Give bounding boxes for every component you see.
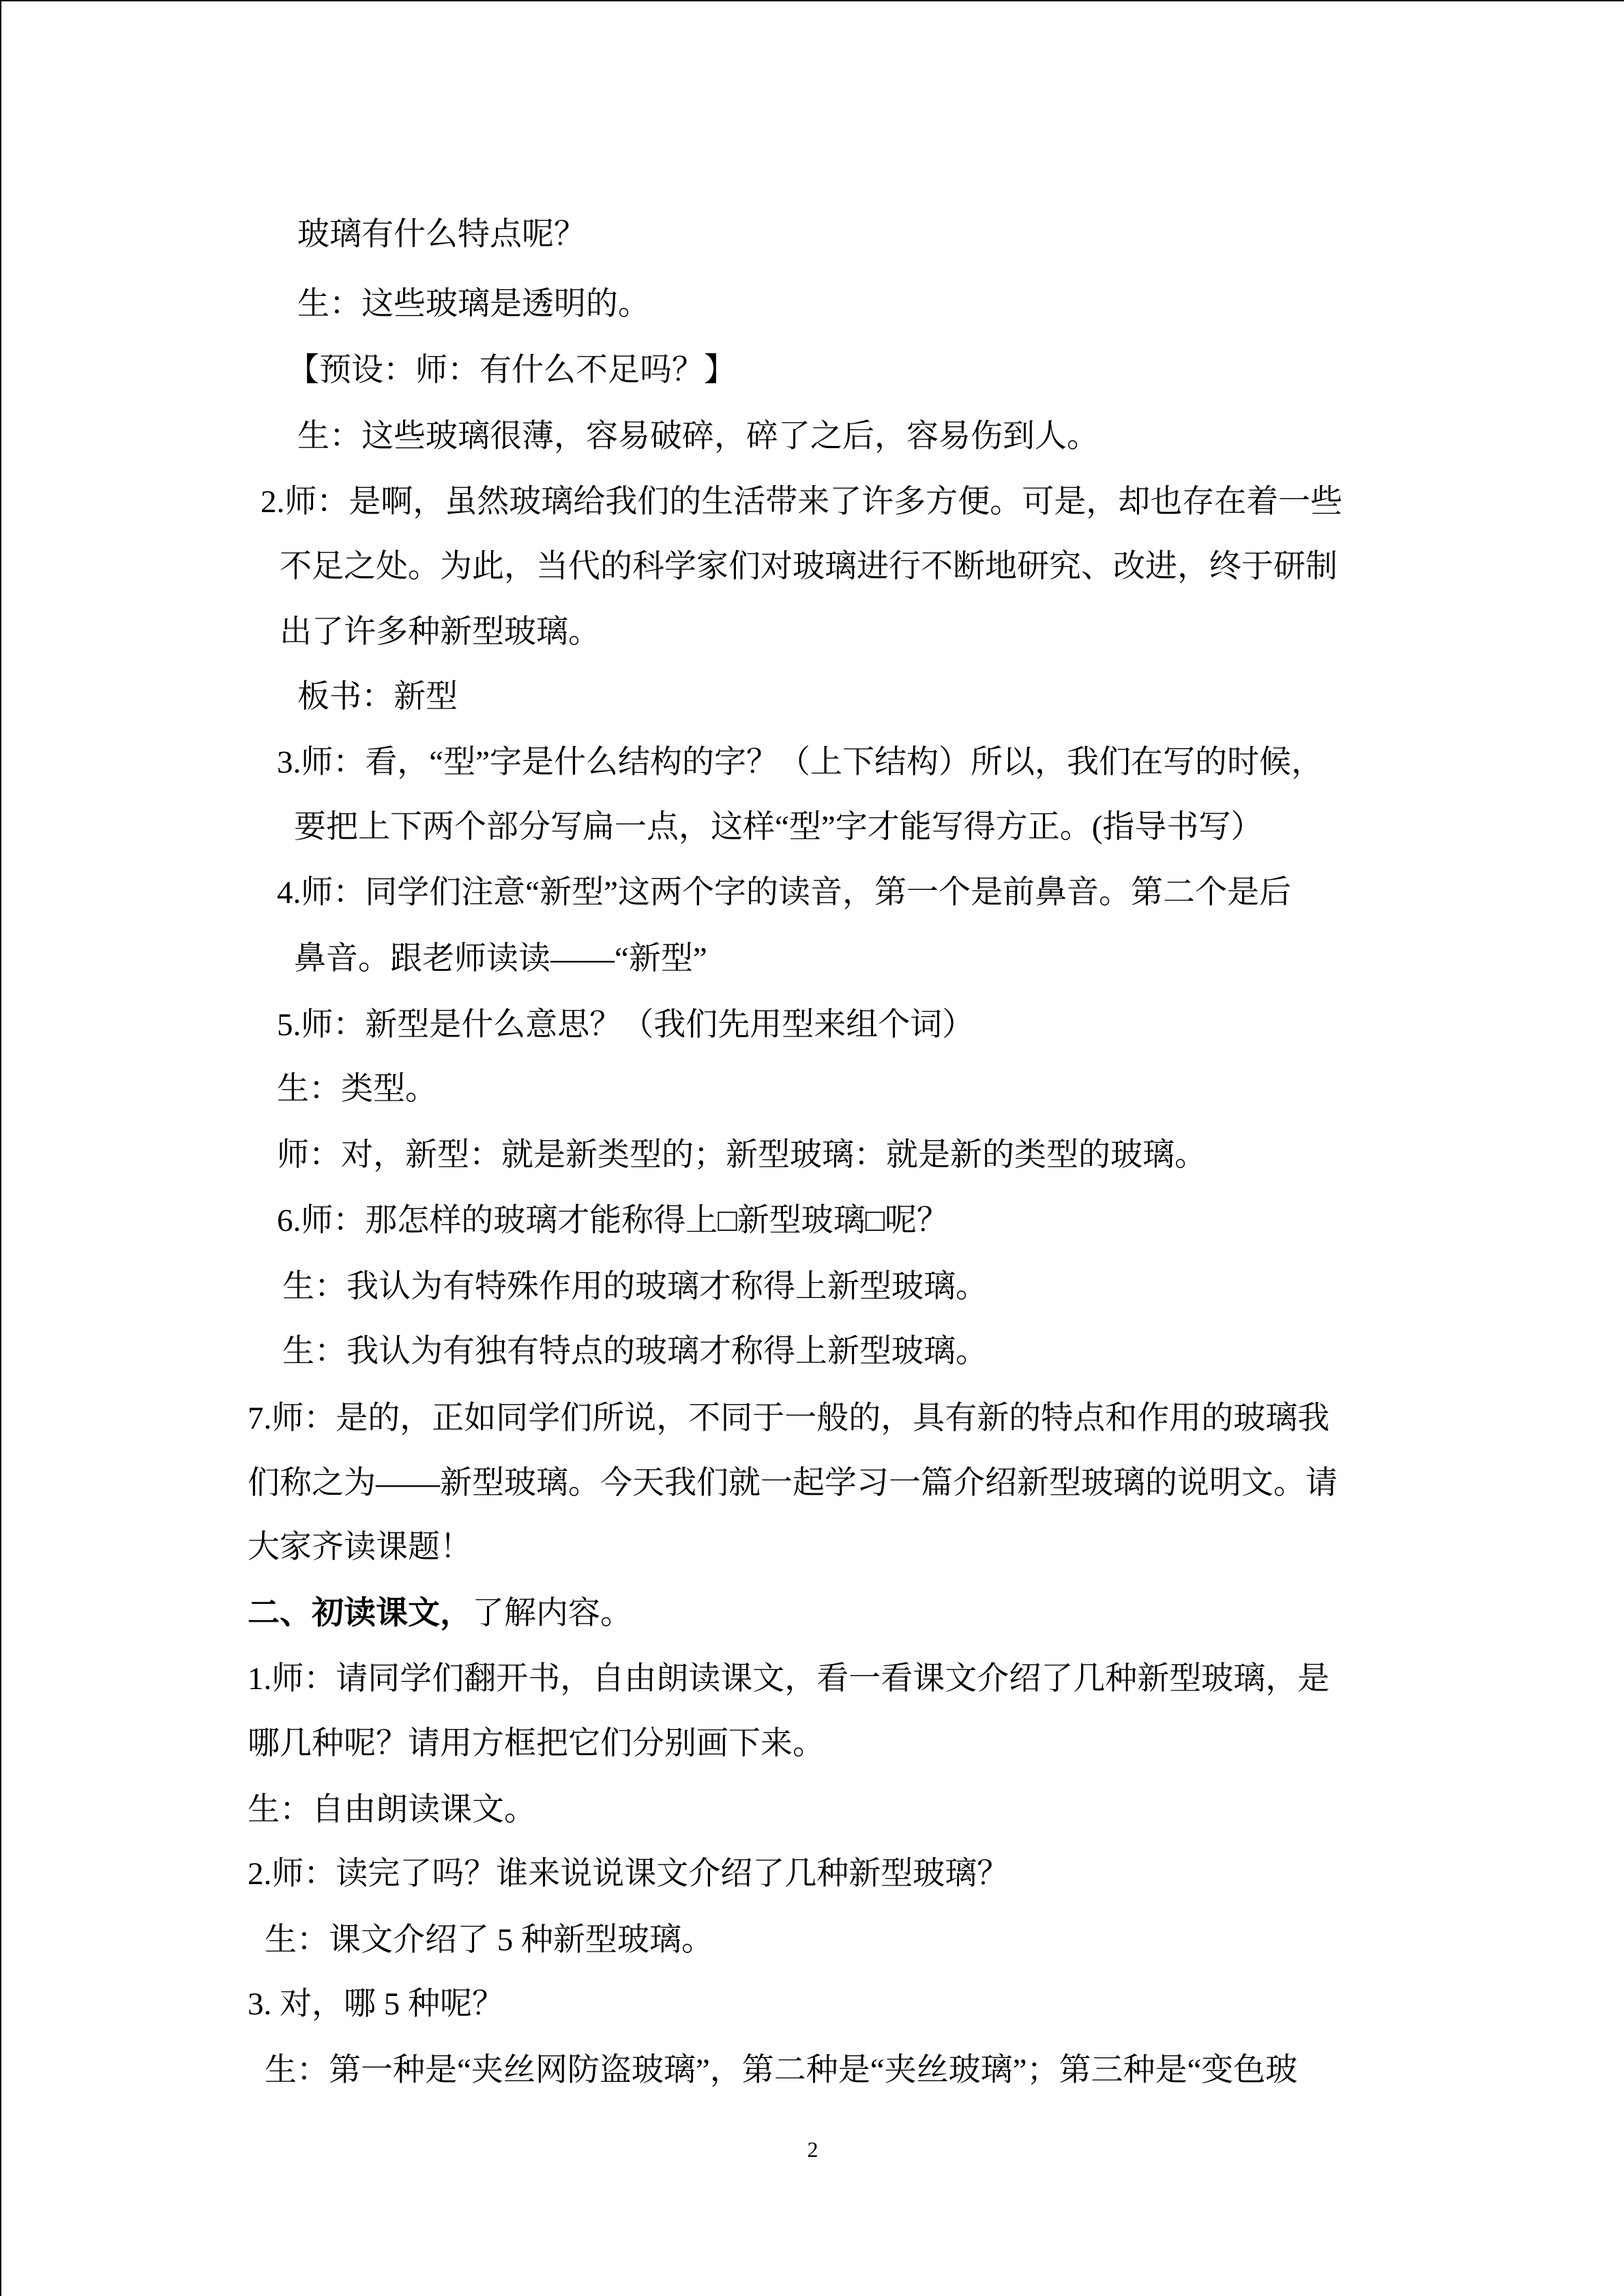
- text-line: 5.师：新型是什么意思？（我们先用型来组个词）: [277, 1007, 975, 1043]
- text-line: 生：自由朗读课文。: [248, 1792, 536, 1828]
- text-line: 生：第一种是“夹丝网防盗玻璃”，第二种是“夹丝玻璃”；第三种是“变色玻: [265, 2053, 1298, 2088]
- text-line: 4.师：同学们注意“新型”这两个字的读音，第一个是前鼻音。第二个是后: [277, 875, 1291, 910]
- text-line: 生：我认为有独有特点的玻璃才称得上新型玻璃。: [282, 1334, 988, 1369]
- text-line: 出了许多种新型玻璃。: [280, 614, 600, 650]
- page-number: 2: [807, 2137, 818, 2162]
- text-line: 要把上下两个部分写扁一点，这样“型”字才能写得方正。(指导书写）: [294, 809, 1263, 845]
- text-line: 3. 对，哪 5 种呢？: [248, 1986, 504, 2022]
- text-line: 师：对，新型：就是新类型的；新型玻璃：就是新的类型的玻璃。: [277, 1137, 1207, 1173]
- text-line: 2.师：是啊，虽然玻璃给我们的生活带来了许多方便。可是，却也存在着一些: [261, 484, 1343, 520]
- text-line: 2.师：读完了吗？谁来说说课文介绍了几种新型玻璃？: [248, 1856, 1009, 1892]
- text-line: 3.师：看，“型”字是什么结构的字？（上下结构）所以，我们在写的时候，: [277, 745, 1323, 780]
- text-line: 1.师：请同学们翻开书，自由朗读课文，看一看课文介绍了几种新型玻璃，是: [248, 1661, 1330, 1697]
- section-heading: [248, 1597, 632, 1630]
- text-line: 不足之处。为此，当代的科学家们对玻璃进行不断地研究、改进，终于研制: [280, 549, 1338, 584]
- text-line: 哪几种呢？请用方框把它们分别画下来。: [248, 1726, 825, 1761]
- text-line: 们称之为——新型玻璃。今天我们就一起学习一篇介绍新型玻璃的说明文。请: [248, 1465, 1338, 1501]
- text-line: 玻璃有什么特点呢？: [297, 217, 586, 252]
- text-line: 7.师：是的，正如同学们所说，不同于一般的，具有新的特点和作用的玻璃我: [248, 1401, 1330, 1436]
- text-line: 生：类型。: [277, 1071, 437, 1107]
- text-line: 6.师：那怎样的玻璃才能称得上□新型玻璃□呢？: [277, 1203, 949, 1238]
- text-line: 【预设：师：有什么不足吗？】: [287, 353, 736, 388]
- text-line: 生：我认为有特殊作用的玻璃才称得上新型玻璃。: [282, 1269, 988, 1304]
- text-line: 大家齐读课题！: [248, 1530, 472, 1565]
- text-line: 鼻音。跟老师读读——“新型”: [294, 941, 707, 976]
- text-line: 生：课文介绍了 5 种新型玻璃。: [265, 1922, 713, 1958]
- text-line: 生：这些玻璃是透明的。: [297, 286, 650, 322]
- text-line: 生：这些玻璃很薄，容易破碎，碎了之后，容易伤到人。: [297, 419, 1099, 454]
- section-heading-bold: 二、初读课文，: [248, 1596, 472, 1631]
- text-line: 板书：新型: [297, 679, 458, 715]
- section-heading-regular: 了解内容。: [472, 1596, 632, 1631]
